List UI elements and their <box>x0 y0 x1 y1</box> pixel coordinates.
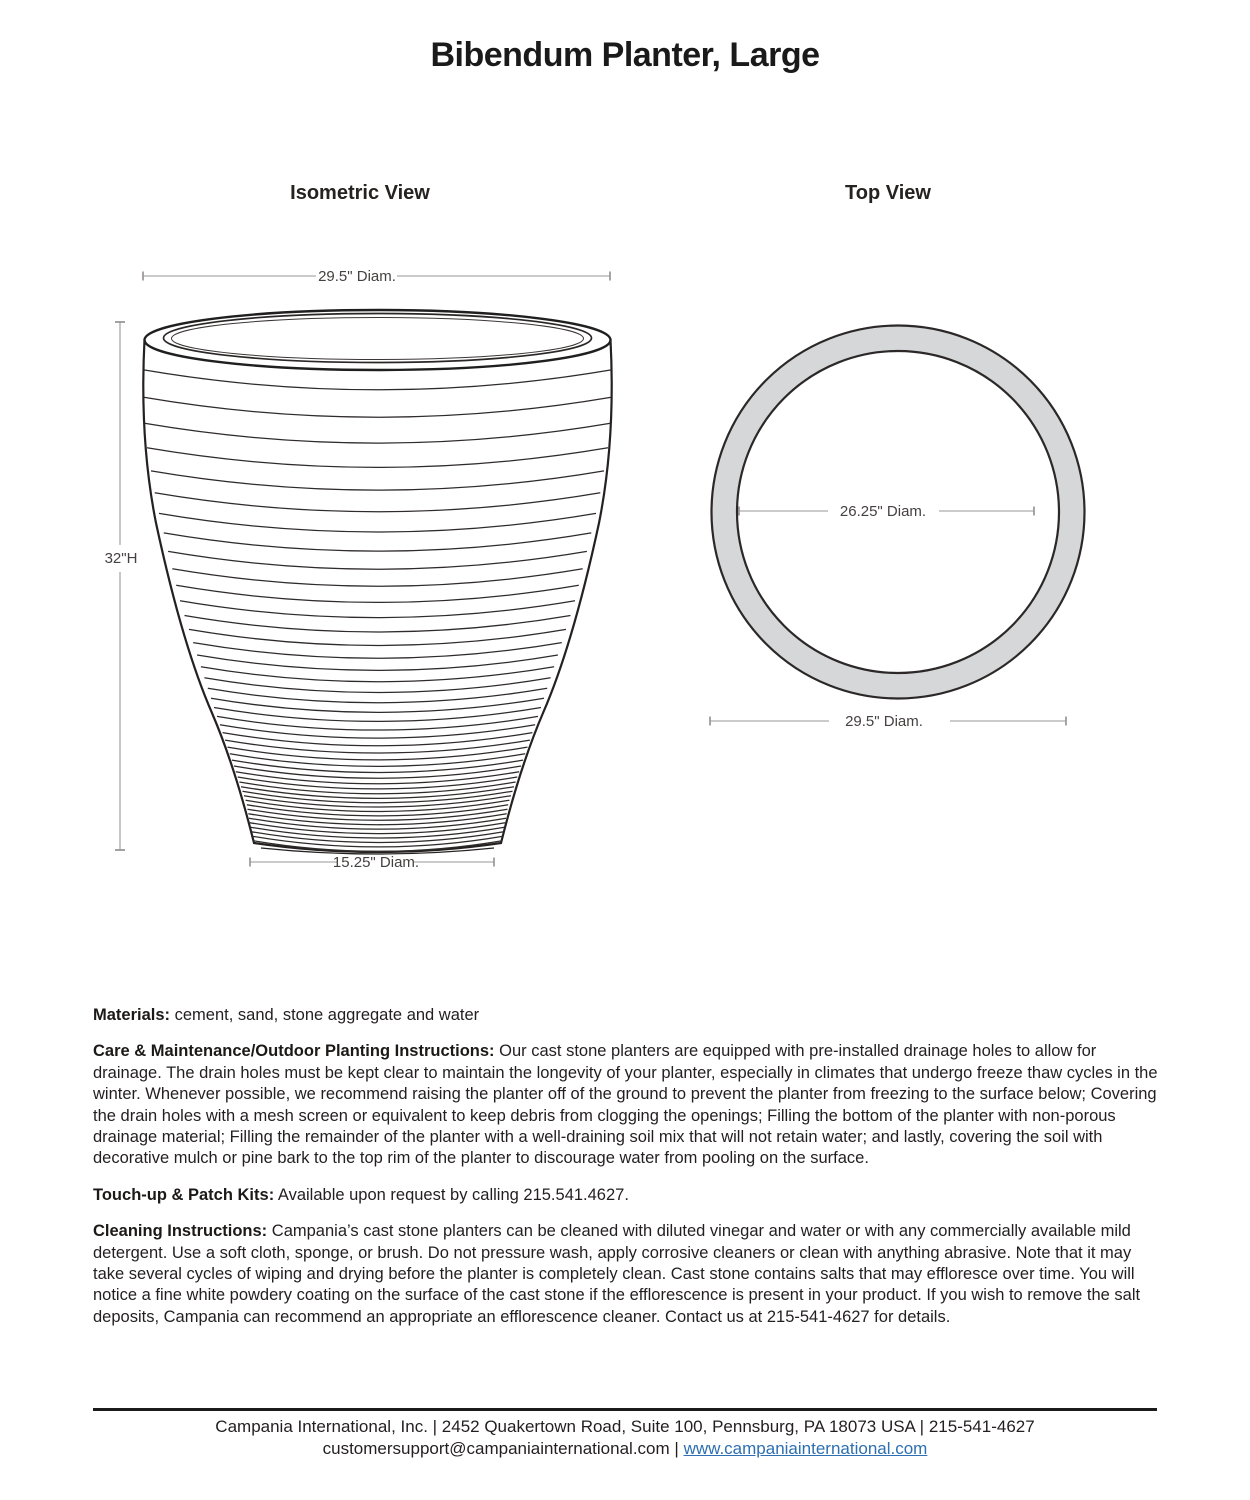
footer-email: customersupport@campaniainternational.com <box>322 1439 670 1458</box>
materials-label: Materials: <box>93 1006 171 1024</box>
iso-height-dimension <box>105 322 138 850</box>
cleaning-text: Campania’s cast stone planters can be cleaned with diluted vinegar and water or with any commercially available mild detergent. Use a soft cloth, sponge, or brush. Do not pressure wash, apply corrosive cleaners or clean with anything abrasive. Note that it may take several cycles of wiping and drying before the planter is completely clean. Cast stone contains salts that may effloresce over time. You will notice a fine white powdery coating on the surface of the cast stone if the efflorescence is present in your product. If you wish to remove the salt deposits, Campania can recommend an appropriate an efflorescence cleaner. Contact us at 215-541-4627 for details. <box>93 1222 1141 1326</box>
iso-top-diameter-dimension <box>143 268 610 285</box>
top-outer-diameter-dimension <box>710 713 1066 730</box>
iso-bottom-diameter-dimension <box>250 854 494 871</box>
page-title: Bibendum Planter, Large <box>430 36 820 74</box>
footer-contact-line: Campania International, Inc. | 2452 Quakertown Road, Suite 100, Pennsburg, PA 18073 USA | 215-541-4627 <box>215 1417 1035 1436</box>
touchup-text: Available upon request by calling 215.541.4627. <box>277 1185 629 1204</box>
materials-section <box>93 1005 1159 1026</box>
planter-rim-outer <box>145 310 611 370</box>
cleaning-label: Cleaning Instructions: <box>93 1222 268 1241</box>
iso-bottom-diameter-label: 15.25" Diam. <box>332 854 420 871</box>
top-view-drawing <box>700 318 1100 738</box>
touchup-section <box>93 1185 1159 1206</box>
footer-divider <box>93 1408 1157 1411</box>
cleaning-section <box>93 1221 1159 1328</box>
care-text: Our cast stone planters are equipped with pre-installed drainage holes to allow for drainage. The drain holes must be kept clear to maintain the longevity of your planter, especially in climates that undergo freeze thaw cycles in the winter. Whenever possible, we recommend raising the planter off of the ground to prevent the planter from freezing to the surface below; Covering the drain holes with a mesh screen or equivalent to keep debris from clogging the openings; Filling the bottom of the planter with non-porous drainage material; Filling the remainder of the planter with a well-draining soil mix that will not retain water; and lastly, covering the soil with decorative mulch or pine bark to the top rim of the planter to discourage water from pooling on the surface. <box>93 1042 1158 1168</box>
care-section <box>93 1041 1159 1169</box>
info-sections <box>93 1005 1159 1343</box>
materials-text: cement, sand, stone aggregate and water <box>174 1006 480 1024</box>
top-inner-diameter-label: 26.25" Diam. <box>839 503 927 520</box>
top-view-label: Top View <box>845 182 931 204</box>
care-label: Care & Maintenance/Outdoor Planting Instructions: <box>93 1042 495 1061</box>
footer-web-line <box>0 1439 1250 1459</box>
isometric-view-drawing <box>95 253 655 893</box>
planter-drawing <box>143 310 611 854</box>
top-outer-diameter-label: 29.5" Diam. <box>845 713 923 730</box>
footer-website-link[interactable]: www.campaniainternational.com <box>683 1439 928 1458</box>
isometric-view-label: Isometric View <box>290 182 430 204</box>
footer-separator: | <box>674 1439 679 1458</box>
iso-top-diameter-label: 29.5" Diam. <box>318 268 396 285</box>
planter-ribs <box>145 370 611 851</box>
touchup-label: Touch-up & Patch Kits: <box>93 1185 275 1204</box>
iso-height-label: 32"H <box>104 550 138 567</box>
